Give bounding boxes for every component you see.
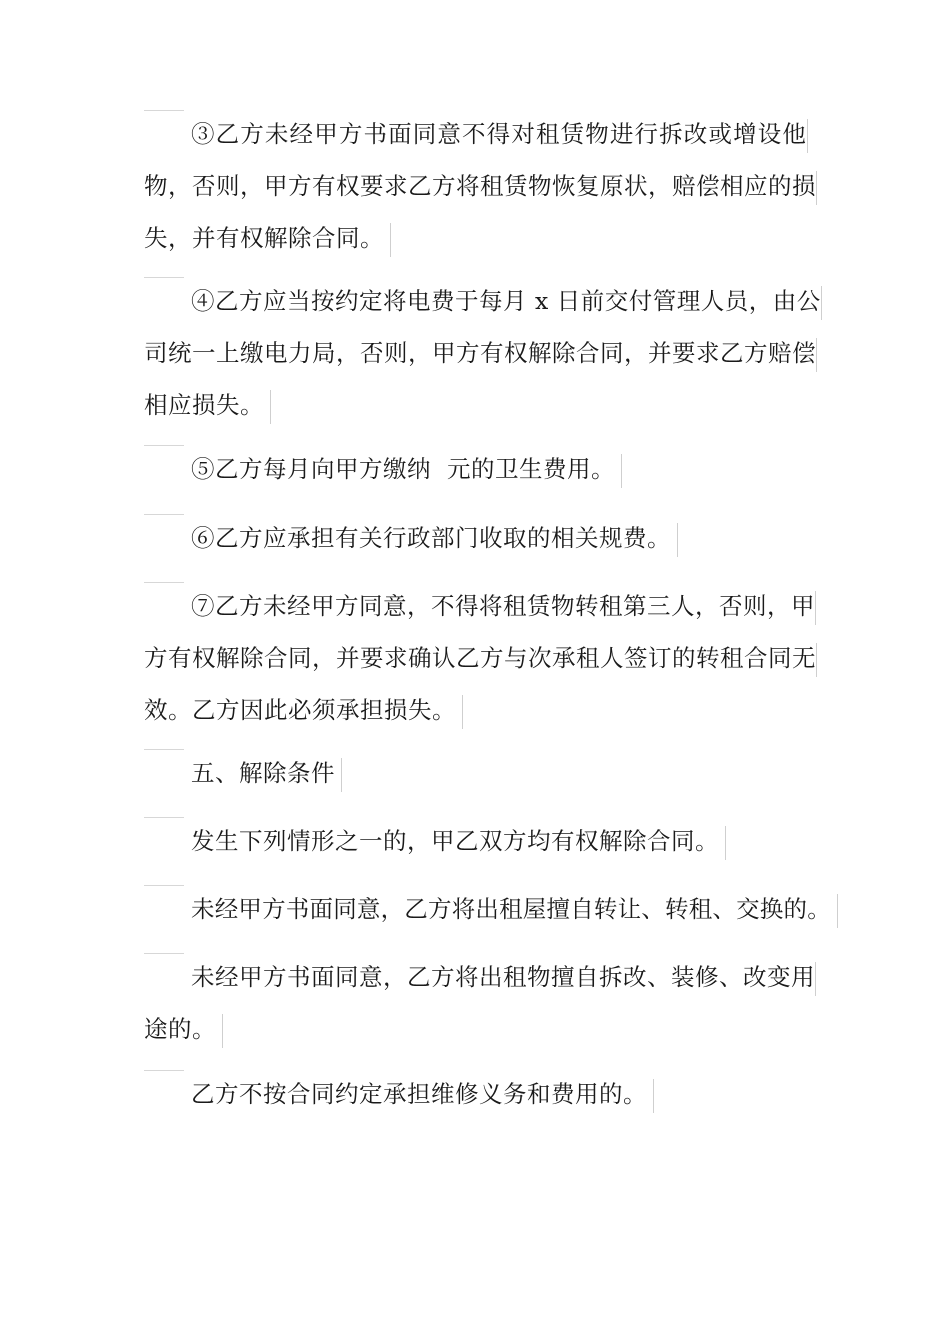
paragraph-line: 失，并有权解除合同。	[144, 212, 808, 264]
paragraph-line: ③乙方未经甲方书面同意不得对租赁物进行拆改或增设他	[144, 108, 808, 160]
section-heading-line: 五、解除条件	[144, 747, 808, 799]
paragraph-line: 发生下列情形之一的，甲乙双方均有权解除合同。	[144, 815, 808, 867]
paragraph-line: 司统一上缴电力局，否则，甲方有权解除合同，并要求乙方赔偿	[144, 327, 808, 379]
paragraph-line: 效。乙方因此必须承担损失。	[144, 684, 808, 736]
termination-item-2	[144, 951, 815, 1055]
paragraph-line: 相应损失。	[144, 379, 808, 431]
paragraph-line: ⑤乙方每月向甲方缴纳 元的卫生费用。	[144, 443, 808, 495]
paragraph-line: 途的。	[144, 1003, 808, 1055]
paragraph-line: ⑦乙方未经甲方同意，不得将租赁物转租第三人，否则，甲	[144, 580, 808, 632]
clause-5-paragraph	[144, 443, 808, 495]
paragraph-line: 未经甲方书面同意，乙方将出租屋擅自转让、转租、交换的。	[144, 883, 808, 935]
termination-item-3	[144, 1068, 808, 1120]
section-5-heading	[144, 747, 808, 799]
clause-7-paragraph	[144, 580, 816, 736]
clause-6-paragraph	[144, 512, 808, 564]
clause-3-paragraph	[144, 108, 816, 264]
paragraph-line: ④乙方应当按约定将电费于每月 x 日前交付管理人员，由公	[144, 275, 808, 327]
paragraph-line: 物，否则，甲方有权要求乙方将租赁物恢复原状，赔偿相应的损	[144, 160, 808, 212]
paragraph-line: 方有权解除合同，并要求确认乙方与次承租人签订的转租合同无	[144, 632, 808, 684]
termination-item-1	[144, 883, 831, 935]
paragraph-line: 未经甲方书面同意，乙方将出租物擅自拆改、装修、改变用	[144, 951, 808, 1003]
clause-4-paragraph	[144, 275, 821, 431]
paragraph-line: ⑥乙方应承担有关行政部门收取的相关规费。	[144, 512, 808, 564]
paragraph-line: 乙方不按合同约定承担维修义务和费用的。	[144, 1068, 808, 1120]
termination-intro-paragraph	[144, 815, 808, 867]
